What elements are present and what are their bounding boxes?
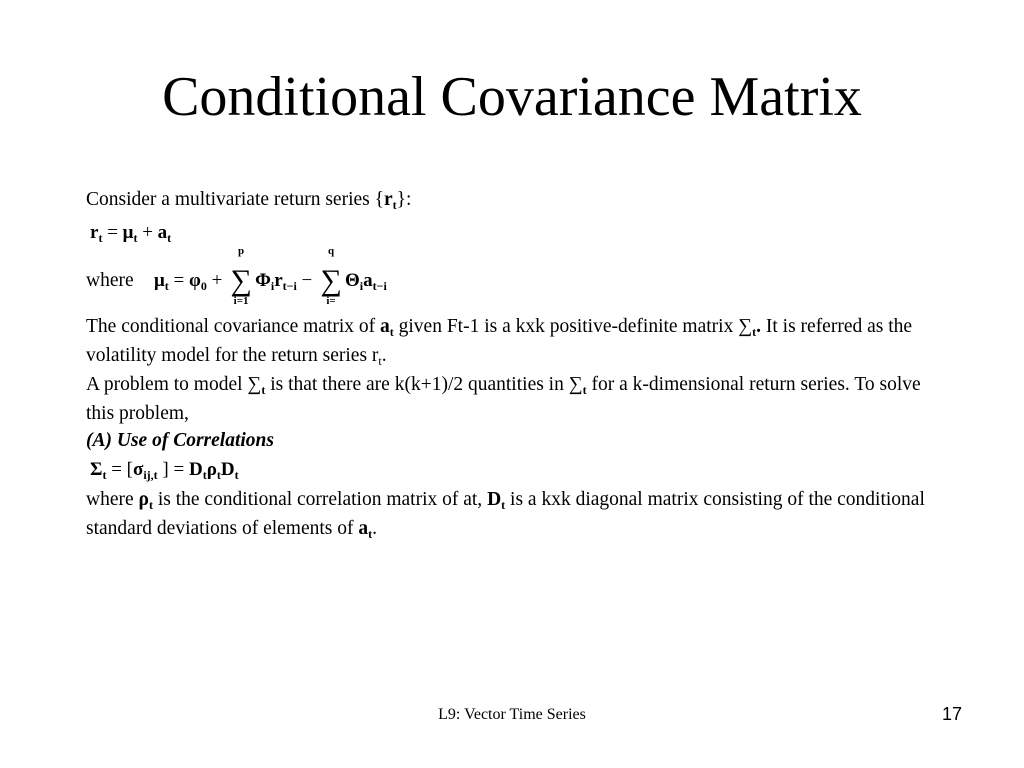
sum-operator-q: q ∑ i= bbox=[320, 245, 342, 307]
intro-line: Consider a multivariate return series $\{r_t\}$: bbox=[86, 189, 412, 212]
problem-paragraph: A problem to model $\sum_t$ is that there are k(k+1)/2 quantities in $\sum_t$ for a k-dimensional return series. To solve this problem, bbox=[86, 374, 921, 424]
where-label: where bbox=[86, 270, 134, 291]
covariance-paragraph: The conditional covariance matrix of $a_t$ given Ft-1 is a kxk positive-definite matrix $\sum_t$. It is referred as the volatility model for the return series $r_t$. bbox=[86, 316, 913, 368]
slide-title: Conditional Covariance Matrix bbox=[162, 66, 862, 128]
return-equation: $r_t = \mu_t + a_t$ bbox=[90, 222, 172, 245]
slide-content bbox=[86, 186, 946, 544]
section-heading: (A) Use of Correlations bbox=[86, 430, 274, 451]
correlation-equation: $\Sigma_t = [\sigma_{ij,t}$ ] = $D_t\rho_tD_t$ bbox=[90, 459, 239, 482]
footer-text: L9: Vector Time Series bbox=[438, 706, 586, 723]
sum-operator-p: p ∑ i=1 bbox=[230, 245, 252, 307]
page-number: 17 bbox=[941, 704, 962, 724]
mean-equation bbox=[86, 245, 946, 313]
definition-paragraph: where $\rho_t$ is the conditional correlation matrix of at, $D_t$ is a kxk diagonal matrix consisting of the conditional standard deviations of elements of $a_t$. bbox=[86, 489, 925, 541]
mean-formula: $\mu_t = \varphi_0$ + p ∑ i=1 $\Phi_ir_{t-i}$ − q ∑ i= $\Theta_ia_{t-i}$ bbox=[154, 245, 387, 307]
